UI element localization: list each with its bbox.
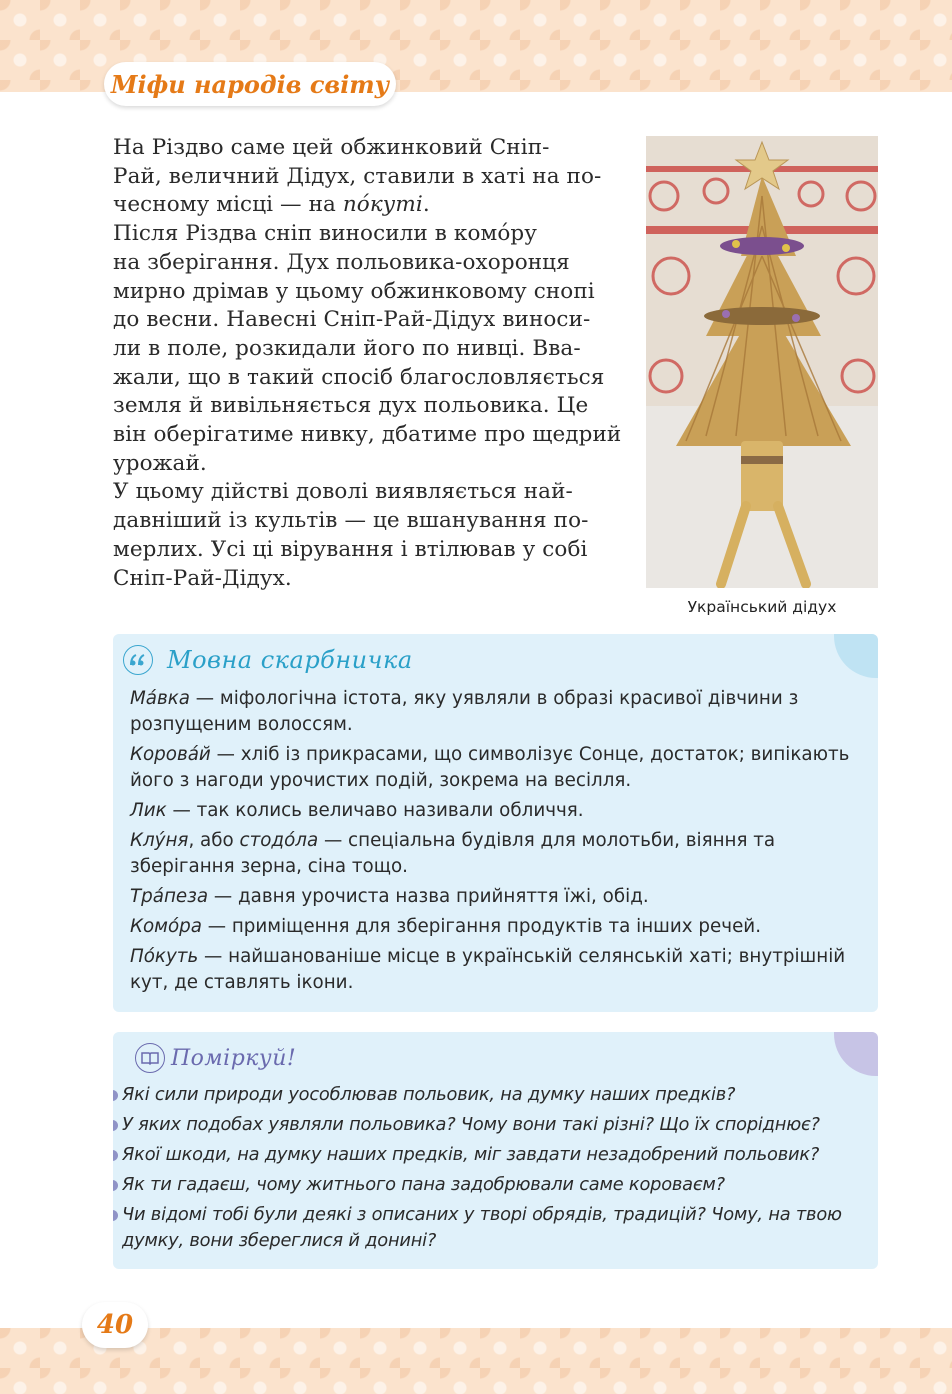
question-text: Які сили природи уособлював польовик, на думку наших предків?	[122, 1084, 736, 1105]
vocabulary-definition: — найшанованіше місце в українській селянській хаті; внутрішній кут, де ставлять ікони.	[130, 946, 846, 993]
question-text: Чи відомі тобі були деякі з описаних у творі обрядів, традицій? Чому, на твою думку, вони збереглися й донині?	[122, 1204, 842, 1251]
text-segment: У цьому дійстві доволі виявляється най- давніший із культів — це вшанування по- мерлих. Усі ці вірування і втілював у собі Сніп-Рай-Дідух.	[113, 479, 589, 591]
vocabulary-panel	[113, 634, 878, 1012]
main-text	[113, 134, 625, 593]
question-item	[113, 1172, 878, 1198]
vocabulary-definition: — хліб із прикрасами, що символізує Сонце, достаток; випікають його з нагоди урочистих подій, зокрема на весілля.	[130, 744, 850, 791]
vocabulary-title: Мовна скарбничка	[167, 646, 413, 674]
vocabulary-term: Ма́вка	[130, 688, 190, 709]
didukh-illustration	[646, 136, 878, 588]
vocabulary-entry	[130, 914, 870, 940]
bullet-icon	[113, 1090, 118, 1101]
bullet-icon	[113, 1180, 118, 1191]
didukh-photo	[646, 136, 878, 588]
vocabulary-entry	[130, 742, 870, 794]
text-segment: Після Різдва сніп виносили в комо́ру на зберігання. Дух польовика-охоронця мирно дрімав у цьому обжинковому снопі до весни. Навесні Сніп-Рай-Дідух виноси- ли в поле, розкидали його по нивці. Вва- жали, що в такий спосіб благословляється земля й вивільняється дух польовика. Це він оберігатиме нивку, дбатиме про щедрий урожай.	[113, 221, 622, 476]
panel-corner-decoration	[834, 634, 878, 678]
text-segment: .	[422, 192, 430, 218]
italic-term: по́куті	[342, 192, 423, 218]
vocabulary-definition: — спеціальна будівля для молотьби, віяння та зберігання зерна, сіна тощо.	[130, 830, 776, 877]
main-paragraph	[113, 220, 625, 478]
reflect-panel	[113, 1032, 878, 1269]
bullet-icon	[113, 1120, 118, 1131]
vocabulary-term: Корова́й	[130, 744, 211, 765]
bullet-icon	[113, 1150, 118, 1161]
quote-icon	[123, 645, 153, 675]
vocabulary-entry	[130, 686, 870, 738]
question-item	[113, 1142, 878, 1168]
page-number: 40	[96, 1310, 134, 1340]
book-icon	[135, 1043, 165, 1073]
question-text: Як ти гадаєш, чому житнього пана задобрювали саме короваєм?	[122, 1174, 725, 1195]
main-paragraph	[113, 134, 625, 220]
vocabulary-definition: — міфологічна істота, яку уявляли в образі красивої дівчини з розпущеним волоссям.	[130, 688, 799, 735]
vocabulary-term: Тра́пеза	[130, 886, 209, 907]
vocabulary-definition: — давня урочиста назва прийняття їжі, обід.	[208, 886, 649, 907]
panel-corner-decoration	[834, 1032, 878, 1076]
reflect-header	[135, 1042, 296, 1074]
vocabulary-entry	[130, 828, 870, 880]
vocabulary-term: Лик	[130, 800, 167, 821]
vocabulary-term: стодо́ла	[239, 830, 319, 851]
vocabulary-term: Клу́ня	[130, 830, 189, 851]
question-item	[113, 1202, 878, 1254]
vocabulary-definition: , або	[188, 830, 240, 851]
vocabulary-term: По́куть	[130, 946, 199, 967]
section-title: Міфи народів світу	[110, 69, 390, 99]
question-item	[113, 1082, 878, 1108]
main-paragraph	[113, 478, 625, 593]
vocabulary-header	[123, 644, 413, 676]
photo-caption: Український дідух	[687, 598, 837, 616]
vocabulary-term: Комо́ра	[130, 916, 202, 937]
vocabulary-definition: — приміщення для зберігання продуктів та інших речей.	[201, 916, 762, 937]
vocabulary-entry	[130, 884, 870, 910]
vocabulary-entry	[130, 798, 870, 824]
section-header-tab	[104, 62, 396, 106]
reflect-title: Поміркуй!	[171, 1045, 297, 1071]
question-text: У яких подобах уявляли польовика? Чому вони такі різні? Що їх споріднює?	[122, 1114, 820, 1135]
vocabulary-entry	[130, 944, 870, 996]
vocabulary-definition: — так колись величаво називали обличчя.	[166, 800, 584, 821]
question-item	[113, 1112, 878, 1138]
text-segment: На Різдво саме цей обжинковий Сніп- Рай, величний Дідух, ставили в хаті на по- чесному місці — на	[113, 135, 602, 218]
question-text: Якої шкоди, на думку наших предків, міг завдати незадобрений польовик?	[122, 1144, 820, 1165]
questions-list	[113, 1082, 878, 1258]
bullet-icon	[113, 1210, 118, 1221]
vocabulary-list	[130, 686, 870, 1000]
page-number-tab	[82, 1302, 148, 1348]
